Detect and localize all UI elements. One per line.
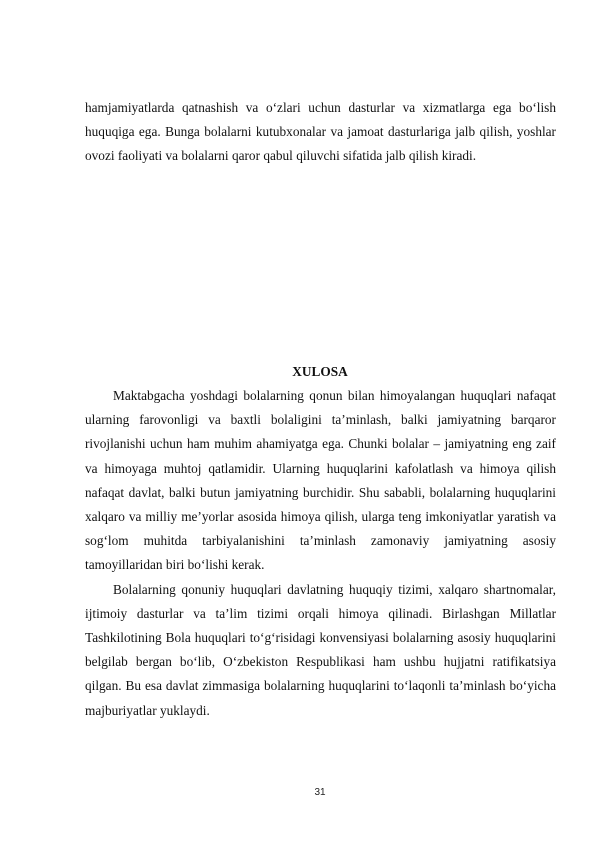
conclusion-paragraph-2: Bolalarning qonuniy huquqlari davlatning huquqiy tizimi, xalqaro shartnomalar, ijtimoiy dasturlar va ta’lim tizimi orqali himoya qilinadi. Birlashgan Millatlar Tashkilotining Bola huquqlari to‘g‘risidagi konvensiyasi bolalarning asosiy huquqlarini belgilab bergan bo‘lib, O‘zbekiston Respublikasi ham ushbu hujjatni ratifikatsiya qilgan. Bu esa davlat zimmasiga bolalarning huquqlarini to‘laqonli ta’minlash bo‘yicha majburiyatlar yuklaydi. — [85, 581, 556, 718]
page-number: 31 — [314, 787, 326, 798]
intro-paragraph: hamjamiyatlarda qatnashish va o‘zlari uchun dasturlar va xizmatlarga ega bo‘lish huquqiga ega. Bunga bolalarni kutubxonalar va jamoat dasturlariga jalb qilish, yoshlar ovozi faoliyati va bolalarni qaror qabul qiluvchi sifatida jalb qilish kiradi. — [85, 100, 556, 164]
conclusion-section — [85, 384, 556, 723]
section-title: XULOSA — [292, 364, 348, 379]
conclusion-paragraph-1: Maktabgacha yoshdagi bolalarning qonun bilan himoyalangan huquqlari nafaqat ularning farovonligi va baxtli bolaligini ta’minlash, balki jamiyatning barqaror rivojlanishi uchun ham muhim ahamiyatga ega. Chunki bolalar – jamiyatning eng zaif va himoyaga muhtoj qatlamidir. Ularning huquqlarini kafolatlash va himoya qilish nafaqat davlat, balki butun jamiyatning burchidir. Shu sababli, bolalarning huquqlarini xalqaro va milliy me’yorlar asosida himoya qilish, ularga teng imkoniyatlar yaratish va sog‘lom muhitda tarbiyalanishini ta’minlash zamonaviy jamiyatning asosiy tamoyillaridan biri bo‘lishi kerak. — [85, 388, 556, 573]
